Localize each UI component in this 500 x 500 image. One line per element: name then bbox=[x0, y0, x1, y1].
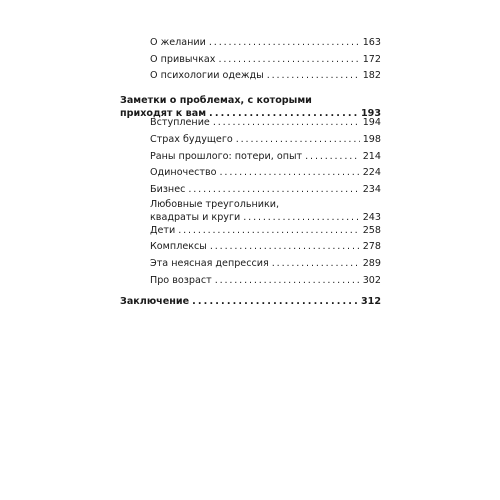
dot-leader bbox=[213, 116, 360, 129]
toc-entry bbox=[150, 116, 381, 129]
toc-entry-page: 172 bbox=[362, 54, 381, 65]
dot-leader bbox=[210, 240, 360, 253]
toc-entry-title: Комплексы bbox=[150, 241, 207, 252]
toc-entry bbox=[150, 150, 381, 163]
toc-entry bbox=[150, 257, 381, 270]
conclusion-page: 312 bbox=[360, 296, 381, 307]
toc-entry bbox=[150, 274, 381, 287]
toc-entry-title: О привычках bbox=[150, 54, 216, 65]
dot-leader bbox=[215, 274, 360, 287]
section-title-line2: приходят к вам bbox=[120, 108, 207, 119]
toc-section-page: 193 bbox=[360, 108, 381, 119]
toc-entry-title: О желании bbox=[150, 37, 206, 48]
dot-leader bbox=[272, 257, 360, 270]
toc-entry-title: Одиночество bbox=[150, 167, 217, 178]
toc-entry-title: Про возраст bbox=[150, 275, 212, 286]
toc-entry-title: Эта неясная депрессия bbox=[150, 258, 269, 269]
toc-entry bbox=[150, 240, 381, 253]
toc-entry-title: Страх будущего bbox=[150, 134, 233, 145]
toc-entry-title: Вступление bbox=[150, 117, 210, 128]
toc-entry-page: 243 bbox=[362, 212, 381, 223]
toc-entry-title: О психологии одежды bbox=[150, 70, 264, 81]
dot-leader bbox=[243, 211, 359, 224]
dot-leader bbox=[220, 166, 360, 179]
toc-entry bbox=[150, 69, 381, 82]
toc-entry-page: 214 bbox=[362, 151, 381, 162]
dot-leader bbox=[305, 150, 360, 163]
conclusion-title: Заключение bbox=[120, 296, 190, 307]
toc-entry-page: 234 bbox=[362, 184, 381, 195]
toc-entry-page: 198 bbox=[362, 134, 381, 145]
toc-entry bbox=[150, 198, 381, 224]
toc-entry bbox=[150, 183, 381, 196]
toc-entry-page: 302 bbox=[362, 275, 381, 286]
toc-entry-title-line2: квадраты и круги bbox=[150, 212, 241, 223]
toc-entry-page: 194 bbox=[362, 117, 381, 128]
toc-entry-page: 258 bbox=[362, 225, 381, 236]
toc-entry-title: Бизнес bbox=[150, 184, 186, 195]
toc-entry-page: 278 bbox=[362, 241, 381, 252]
toc-entry-title: Дети bbox=[150, 225, 176, 236]
dot-leader bbox=[178, 224, 359, 237]
toc-entry-title-line1: Любовные треугольники, bbox=[150, 199, 280, 210]
dot-leader bbox=[209, 36, 360, 49]
toc-entry bbox=[150, 166, 381, 179]
toc-entry-page: 163 bbox=[362, 37, 381, 48]
toc-entry bbox=[150, 36, 381, 49]
dot-leader bbox=[236, 133, 360, 146]
dot-leader bbox=[218, 53, 359, 66]
toc-entry-title: Раны прошлого: потери, опыт bbox=[150, 151, 303, 162]
dot-leader bbox=[267, 69, 360, 82]
toc-conclusion bbox=[120, 295, 381, 308]
section-title-line1: Заметки о проблемах, с которыми bbox=[120, 95, 312, 106]
toc-entry-page: 182 bbox=[362, 70, 381, 81]
toc-entry bbox=[150, 133, 381, 146]
dot-leader bbox=[188, 183, 359, 196]
toc-entry-page: 289 bbox=[362, 258, 381, 269]
toc-entry bbox=[150, 224, 381, 237]
toc-entry-page: 224 bbox=[362, 167, 381, 178]
dot-leader bbox=[192, 295, 358, 308]
toc-entry bbox=[150, 53, 381, 66]
